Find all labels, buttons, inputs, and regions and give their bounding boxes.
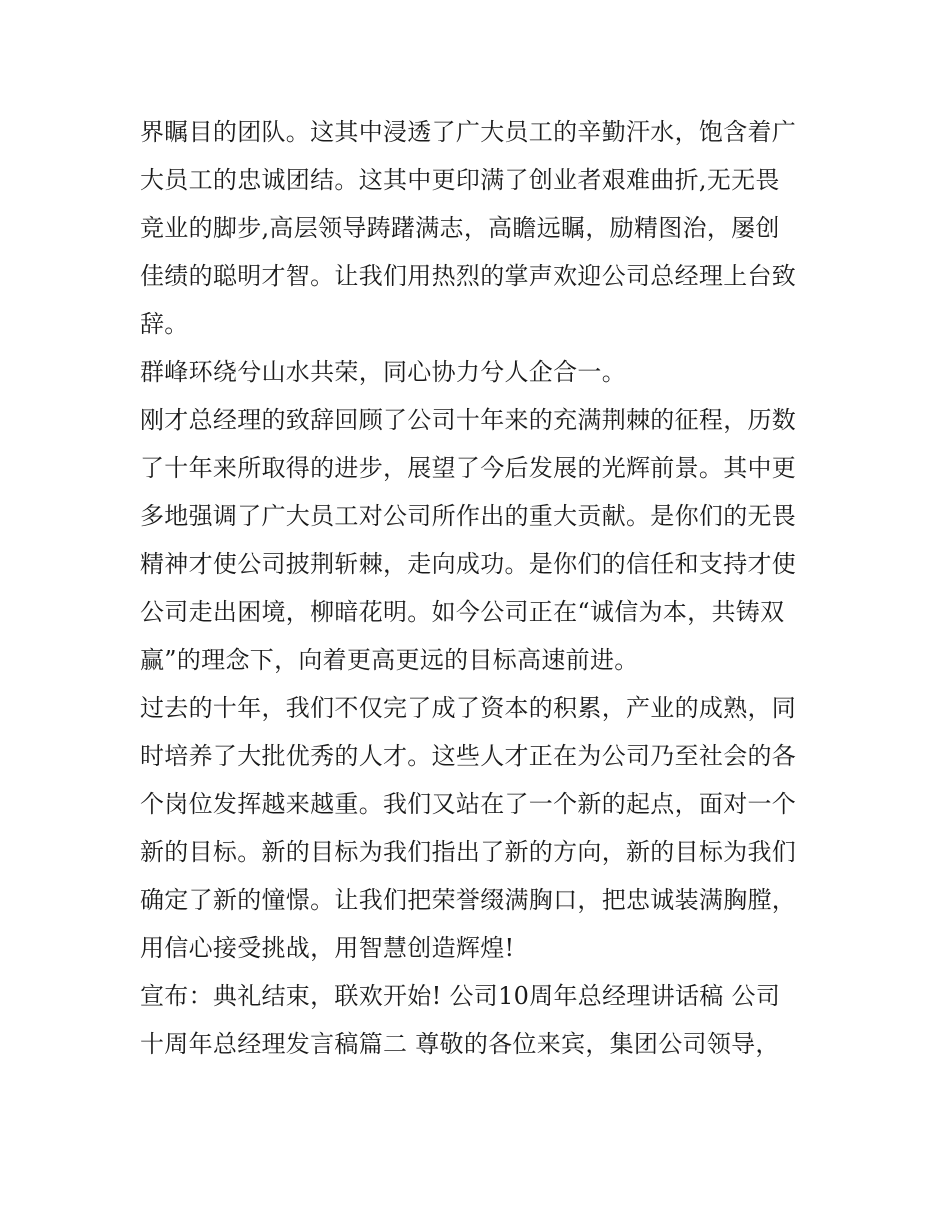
text-line: 竞业的脚步,高层领导踌躇满志，高瞻远瞩，励精图治，屡创 [140,214,780,242]
text-line: 宣布：典礼结束，联欢开始! 公司10周年总经理讲话稿 公司 [140,982,781,1010]
text-line: 大员工的忠诚团结。这其中更印满了创业者艰难曲折,无无畏 [140,166,780,194]
text-line: 用信心接受挑战，用智慧创造辉煌! [140,934,515,962]
text-line: 群峰环绕兮山水共荣，同心协力兮人企合一。 [140,358,626,386]
text-line: 公司走出困境，柳暗花明。如今公司正在“诚信为本，共铸双 [140,598,785,626]
text-line: 确定了新的憧憬。让我们把荣誉缀满胸口，把忠诚装满胸膛， [140,886,797,914]
text-line: 过去的十年，我们不仅完了成了资本的积累，产业的成熟，同 [140,694,797,722]
text-line: 了十年来所取得的进步，展望了今后发展的光辉前景。其中更 [140,454,797,482]
text-line: 个岗位发挥越来越重。我们又站在了一个新的起点，面对一个 [140,790,797,818]
text-line: 刚才总经理的致辞回顾了公司十年来的充满荆棘的征程，历数 [140,406,797,434]
text-line: 辞。 [140,310,189,338]
text-line: 时培养了大批优秀的人才。这些人才正在为公司乃至社会的各 [140,742,797,770]
text-line: 十周年总经理发言稿篇二 尊敬的各位来宾，集团公司领导， [140,1030,780,1058]
document-body [140,108,820,1068]
text-line: 界瞩目的团队。这其中浸透了广大员工的辛勤汗水，饱含着广 [140,118,797,146]
text-line: 精神才使公司披荆斩棘，走向成功。是你们的信任和支持才使 [140,550,797,578]
text-line: 赢”的理念下，向着更高更远的目标高速前进。 [140,646,639,674]
text-line: 佳绩的聪明才智。让我们用热烈的掌声欢迎公司总经理上台致 [140,262,797,290]
text-line: 多地强调了广大员工对公司所作出的重大贡献。是你们的无畏 [140,502,797,530]
text-line: 新的目标。新的目标为我们指出了新的方向，新的目标为我们 [140,838,797,866]
